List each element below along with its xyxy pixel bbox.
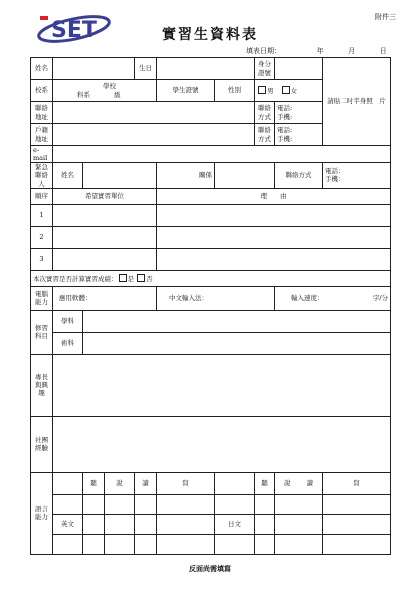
label-order: 順序 [31,188,53,204]
lang1-speak: 說 [105,472,135,494]
lang1-cell-read-2[interactable] [135,514,157,534]
lang2-name-top [215,494,255,514]
label-emergency-name: 姓名 [53,163,83,188]
birthday-field[interactable] [157,58,255,80]
label-student-id: 學生證號 [157,80,215,102]
lang2-cell-speak-2[interactable] [275,514,323,534]
lang1-cell-write-3[interactable] [157,534,215,554]
label-email: e-mail [31,146,53,163]
lang2-cell-listen-3[interactable] [255,534,275,554]
lang1-cell-listen-1[interactable] [83,494,105,514]
input-method-field[interactable] [157,286,275,310]
label-household-method: 聯絡方式 [255,124,275,146]
label-male: 男 [267,86,274,95]
lang2-cell-listen-1[interactable] [255,494,275,514]
label-courses: 修習科目 [31,310,53,354]
label-phone: 電話: [277,104,293,113]
label-id-number: 身分證號 [255,58,275,80]
lang2-cell-speak-1[interactable] [275,494,323,514]
label-language: 語言能力 [31,472,53,554]
footer-note: 反面尚需填寫 [189,564,231,573]
relation-field[interactable] [215,163,275,188]
label-grade: 級 [114,90,121,99]
label-mobile-2: 手機: [277,134,293,143]
lang1-write: 寫 [157,472,215,494]
lang1-name-top [53,494,83,514]
label-credit-yes: 是 [127,274,134,283]
lang1-cell-read-3[interactable] [135,534,157,554]
label-emergency-contact: 緊急聯絡人 [31,163,53,188]
emergency-method-field[interactable] [323,163,391,188]
lang2-cell-listen-2[interactable] [255,514,275,534]
lang1-cell-speak-1[interactable] [105,494,135,514]
lang2-read: 讀 [306,479,314,488]
technical-field[interactable] [83,332,391,354]
photo-instruction: 請貼二吋半身照 片 [327,97,386,106]
label-emergency-phone: 電話： [325,167,345,176]
lang1-cell-read-1[interactable] [135,494,157,514]
credit-yes-checkbox[interactable] [119,274,127,282]
household-address-field[interactable] [53,124,255,146]
academic-field[interactable] [83,310,391,332]
label-phone-2: 電話: [277,126,293,135]
lang2-write: 寫 [323,472,391,494]
label-emergency-mobile: 手機： [325,175,345,184]
pref-order-1: 1 [31,204,53,226]
school-field[interactable] [53,80,157,102]
pref-unit-1[interactable] [53,204,157,226]
label-household-address: 戶籍地址 [31,124,53,146]
logo-red-mark [40,16,48,20]
label-dept: 科系 [77,90,90,99]
credit-no-checkbox[interactable] [137,274,145,282]
lang1-cell-speak-2[interactable] [105,514,135,534]
label-typing-speed: 輸入速度： [291,294,324,303]
intern-form-table [30,57,391,555]
pref-order-3: 3 [31,248,53,270]
label-academic: 學科 [53,310,83,332]
lang2-speak: 說 [284,479,291,488]
contact-method-field[interactable] [275,102,323,124]
lang1-listen: 聽 [83,472,105,494]
clubs-field[interactable] [53,416,391,472]
label-mobile: 手機: [277,112,293,121]
label-name: 姓名 [31,58,53,80]
lang1-cell-write-2[interactable] [157,514,215,534]
label-credit-no: 否 [146,274,153,283]
label-speed-unit: 字/分 [372,294,389,303]
logo-text: SET [51,18,97,43]
label-school: 校系 [31,80,53,102]
label-emergency-method: 聯絡方式 [275,163,323,188]
lang2-cell-speak-3[interactable] [275,534,323,554]
pref-reason-1[interactable] [157,204,391,226]
female-checkbox[interactable] [282,86,290,94]
lang1-cell-listen-2[interactable] [83,514,105,534]
lang1-blank-header [53,472,83,494]
lang2-listen: 聽 [255,472,275,494]
fill-date: 填表日期： 年 月 日 [246,47,387,55]
email-field[interactable] [53,146,391,163]
lang2-cell-write-1[interactable] [323,494,391,514]
lang2-cell-write-2[interactable] [323,514,391,534]
label-contact-address: 聯絡地址 [31,102,53,124]
gender-options [255,80,323,102]
lang1-cell-write-1[interactable] [157,494,215,514]
annex-label: 附件三 [375,13,396,21]
pref-unit-2[interactable] [53,226,157,248]
label-gender: 性別 [215,80,255,102]
lang1-name: 英文 [53,514,83,534]
label-relation: 關係 [157,163,215,188]
label-technical: 術科 [53,332,83,354]
talent-field[interactable] [53,354,391,416]
lang2-name: 日文 [215,514,255,534]
emergency-name-field[interactable] [83,163,157,188]
pref-reason-2[interactable] [157,226,391,248]
male-checkbox[interactable] [258,86,266,94]
label-female: 女 [290,86,298,95]
label-contact-method: 聯絡方式 [255,102,275,124]
pref-unit-3[interactable] [53,248,157,270]
lang2-name-bottom [215,534,255,554]
label-input-method: 中文輸入法： [169,294,209,303]
label-computer-skills: 電腦能力 [31,286,53,310]
label-talent: 專長與興趣 [31,354,53,416]
lang1-cell-speak-3[interactable] [105,534,135,554]
lang1-cell-listen-3[interactable] [83,534,105,554]
pref-reason-3[interactable] [157,248,391,270]
lang1-name-bottom [53,534,83,554]
label-software: 應用軟體： [59,294,92,303]
lang2-blank-header [215,472,255,494]
photo-box[interactable] [323,58,391,146]
household-method-field[interactable] [275,124,323,146]
software-field[interactable] [53,286,157,310]
typing-speed-field[interactable] [275,286,391,310]
lang1-read: 讀 [135,472,157,494]
label-clubs: 社團經驗 [31,416,53,472]
credit-question [31,270,391,286]
pref-order-2: 2 [31,226,53,248]
lang2-speak-read [275,472,323,494]
label-birthday: 生日 [135,58,157,80]
credit-question-text: 本次實習是否計算實習成績： [33,274,118,283]
label-reason: 理 由 [157,188,391,204]
label-unit: 希望實習單位 [53,188,157,204]
name-field[interactable] [53,58,135,80]
form-title: 實習生資料表 [162,27,258,43]
lang2-cell-write-3[interactable] [323,534,391,554]
id-number-field[interactable] [275,58,323,80]
label-school-inline: 學校 [103,82,116,91]
contact-address-field[interactable] [53,102,255,124]
